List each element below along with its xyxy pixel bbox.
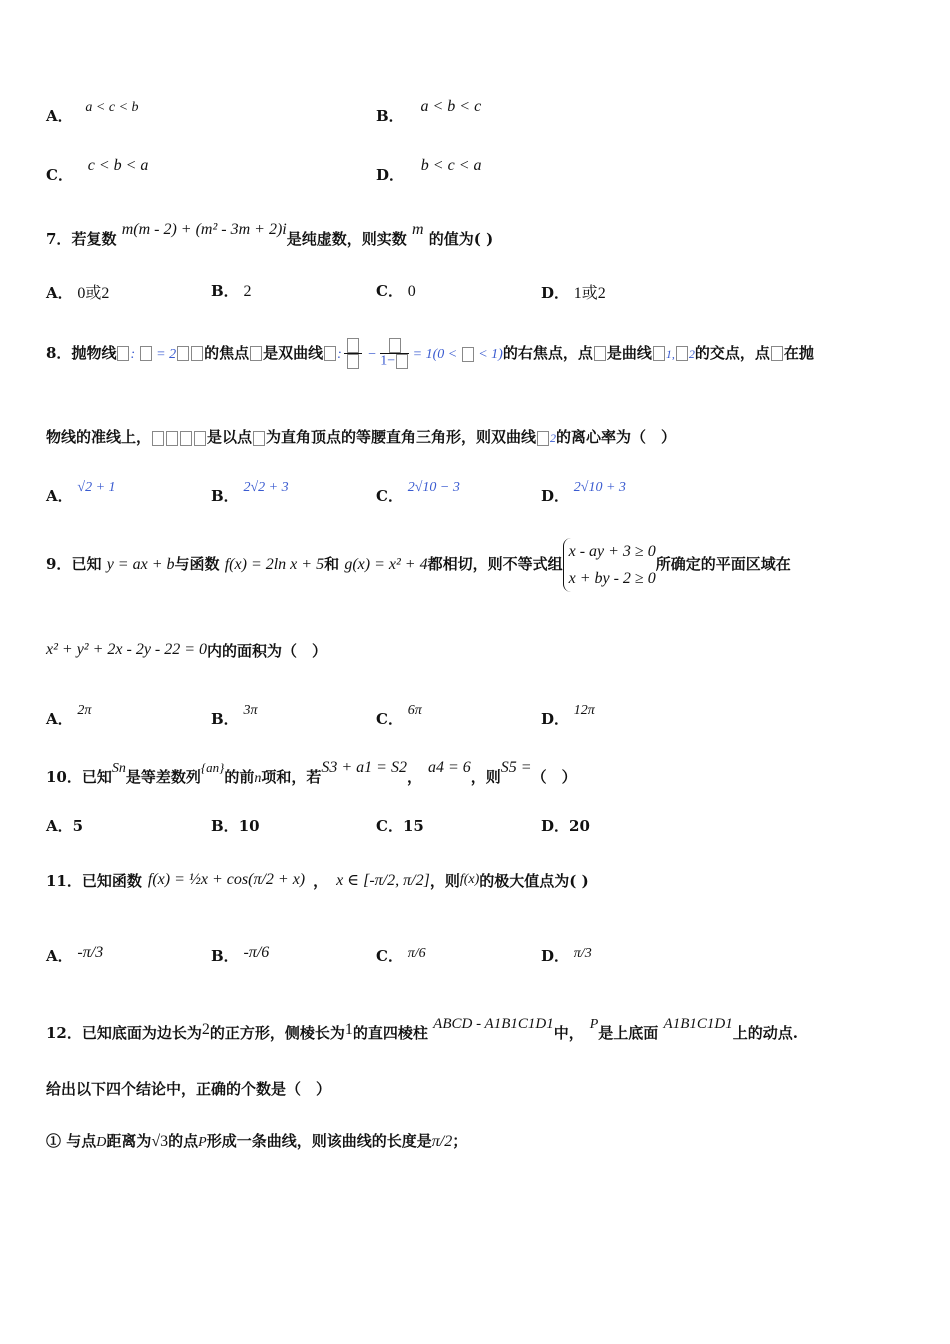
question-text: 是曲线 [606, 343, 652, 362]
option-value: π/3 [573, 946, 592, 961]
option-value: a < b < c [420, 98, 482, 115]
condition-1: S3 + a1 = S2 [321, 759, 407, 776]
missing-glyph-icon [653, 346, 665, 361]
q10-option-a [46, 815, 83, 836]
option-label: B． [211, 817, 239, 835]
q6-option-b [376, 98, 482, 126]
option-value: b < c < a [420, 157, 482, 174]
point-d: D [96, 1135, 107, 1150]
option-value: 2√2 + 3 [243, 480, 289, 495]
question-text: 的点 [168, 1132, 199, 1150]
edge-length: 1 [344, 1021, 353, 1038]
q11-option-a [46, 945, 103, 966]
option-label: A． [46, 817, 73, 835]
distance-value: √3 [151, 1133, 169, 1150]
function-f-x: f(x) [459, 872, 480, 887]
question-text: 的离心率为（ ） [556, 428, 677, 446]
question-text: 若复数 [71, 230, 117, 248]
option-value: 10 [238, 817, 260, 835]
option-label: A． [46, 487, 73, 505]
question-9-line-2 [46, 640, 920, 661]
option-label: A． [46, 107, 73, 125]
question-number: 7． [46, 230, 72, 248]
missing-glyph-icon [537, 431, 549, 446]
option-label: B． [211, 947, 239, 965]
question-text: 的极大值点为( ) [479, 871, 589, 890]
missing-glyph-icon [250, 346, 262, 361]
question-9 [46, 538, 920, 592]
q8-option-b [211, 480, 289, 506]
missing-glyph-icon [180, 431, 192, 446]
q9-option-c [376, 703, 422, 729]
missing-glyph-icon [324, 346, 336, 361]
option-label: B． [376, 107, 404, 125]
q8-option-c [376, 480, 460, 506]
question-text: 的值为( ) [428, 230, 494, 248]
question-text: 距离为 [106, 1132, 152, 1150]
question-text: 的直四棱柱 [352, 1024, 428, 1042]
question-text: 已知函数 [81, 871, 142, 890]
option-value: 15 [402, 817, 424, 835]
option-label: C． [46, 166, 73, 184]
q10-option-d [541, 815, 590, 836]
point-p: P [589, 1017, 599, 1032]
q11-option-c [376, 945, 426, 966]
question-8-line-2: 物线的准线上， 是以点 为直角顶点的等腰直角三角形，则双曲线 2的离心率为（ ） [46, 428, 677, 446]
option-label: A． [46, 284, 73, 302]
option-value: π/6 [407, 946, 426, 961]
circle-equation: x² + y² + 2x - 2y - 22 = 0 [46, 641, 208, 658]
option-value: 2 [243, 283, 252, 300]
question-text: 所确定的平面区域在 [655, 555, 791, 574]
q10-option-b [211, 815, 260, 836]
question-number: 9． [46, 555, 72, 574]
missing-glyph-icon [771, 346, 783, 361]
missing-glyph-icon [676, 346, 688, 361]
missing-glyph-icon [194, 431, 206, 446]
function-g: g(x) = x² + 4 [344, 556, 428, 574]
q8-option-d [541, 480, 626, 506]
option-value: 2√10 − 3 [407, 480, 460, 495]
domain-interval: x ∈ [-π/2, π/2] [336, 872, 430, 889]
question-text: 是等差数列 [125, 768, 201, 786]
inequality-system [563, 538, 656, 592]
question-number: 10． [46, 768, 82, 786]
question-text: ，则 [470, 768, 501, 786]
hyperbola-fraction-1 [344, 338, 362, 370]
question-text: ，则 [429, 871, 460, 890]
question-text: 的交点，点 [694, 343, 770, 362]
option-value: -π/6 [243, 944, 270, 961]
question-text: 是上底面 [598, 1024, 659, 1042]
q9-option-d [541, 703, 595, 729]
hyperbola-fraction-2: 1− [380, 338, 409, 370]
question-12 [46, 1016, 920, 1043]
option-label: B． [211, 282, 239, 300]
option-label: C． [376, 710, 403, 728]
question-text: 给出以下四个结论中，正确的个数是（ ） [46, 1080, 332, 1098]
option-label: C． [376, 947, 403, 965]
question-number: 12． [46, 1024, 82, 1042]
missing-glyph-icon [191, 346, 203, 361]
prism-name: ABCD - A1B1C1D1 [433, 1016, 554, 1032]
option-label: C． [376, 817, 403, 835]
question-text: 在抛 [783, 343, 814, 362]
function-definition: f(x) = ½x + cos(π/2 + x) [147, 871, 306, 888]
complex-expression: m(m - 2) + (m² - 3m + 2)i [121, 221, 287, 238]
point-p: P [198, 1135, 207, 1150]
option-label: D． [541, 487, 570, 505]
option-value: 6π [407, 703, 422, 718]
option-value: 0或2 [77, 285, 110, 302]
condition-2: a4 = 6 [427, 759, 471, 776]
q8-option-a [46, 480, 116, 506]
q9-option-b [211, 703, 258, 729]
question-text: 的正方形，侧棱长为 [209, 1024, 345, 1042]
missing-glyph-icon [152, 431, 164, 446]
option-value: √2 + 1 [77, 480, 116, 495]
question-text: 是以点 [207, 428, 253, 446]
question-number: 11． [46, 871, 82, 890]
question-text: 的右焦点，点 [502, 343, 593, 362]
question-text: 是纯虚数，则实数 [286, 230, 407, 248]
sequence-a-n: {an} [200, 760, 225, 775]
line-equation: y = ax + b [106, 556, 175, 574]
option-label: B． [211, 487, 239, 505]
question-text: 形成一条曲线，则该曲线的长度是 [206, 1132, 432, 1150]
target-s5: S5 = [500, 759, 532, 776]
option-label: B． [211, 710, 239, 728]
option-value: c < b < a [87, 157, 149, 174]
q11-option-b [211, 945, 269, 966]
variable-m: m [411, 221, 424, 238]
q7-option-c [376, 280, 416, 301]
option-label: D． [541, 817, 570, 835]
curve-length: π/2 [431, 1133, 453, 1150]
question-text: 抛物线 [71, 343, 117, 362]
option-value: 2π [77, 703, 92, 718]
inequality-2: x + by - 2 ≥ 0 [568, 570, 656, 588]
question-text: 的前 [224, 768, 255, 786]
option-label: D． [541, 284, 570, 302]
question-text: ； [452, 1132, 468, 1150]
option-value: 0 [407, 283, 416, 300]
question-text: 都相切，则不等式组 [427, 555, 563, 574]
option-value: 5 [72, 817, 84, 835]
question-7 [46, 221, 920, 249]
option-value: 3π [243, 703, 258, 718]
question-text: 已知 [81, 768, 112, 786]
question-12-line-2 [46, 1078, 920, 1099]
question-number: 8． [46, 343, 72, 362]
question-text: 和 [324, 555, 340, 574]
q6-option-d [376, 157, 482, 185]
question-text: 物线的准线上， [46, 428, 152, 446]
question-text: 项和，若 [261, 768, 322, 786]
question-text: 已知 [71, 555, 102, 574]
question-text: 的焦点 [204, 343, 250, 362]
option-value: 2√10 + 3 [573, 480, 626, 495]
option-value: a < c < b [85, 100, 139, 115]
function-f: f(x) = 2ln x + 5 [224, 556, 325, 574]
q6-option-a [46, 100, 139, 126]
question-text: 为直角顶点的等腰直角三角形，则双曲线 [266, 428, 537, 446]
q6-option-c [46, 157, 149, 185]
q9-option-a [46, 703, 92, 729]
question-10: 10．已知Sn是等差数列{an}的前n项和，若S3 + a1 = S2，a4 = 6，则S5 =（ ） [46, 759, 577, 786]
missing-glyph-icon [177, 346, 189, 361]
q7-option-d [541, 280, 606, 303]
question-text: 已知底面为边长为 [81, 1024, 202, 1042]
missing-glyph-icon [117, 346, 129, 361]
option-label: D． [541, 710, 570, 728]
q7-option-a [46, 280, 109, 303]
question-12-conclusion-1 [46, 1130, 920, 1151]
option-label: A． [46, 947, 73, 965]
missing-glyph-icon [166, 431, 178, 446]
option-value: -π/3 [77, 944, 104, 961]
q7-option-b [211, 280, 251, 301]
question-text: 是双曲线 [263, 343, 324, 362]
option-label: C． [376, 282, 403, 300]
sum-s-n: Sn [111, 761, 126, 776]
option-value: 1或2 [573, 285, 606, 302]
missing-glyph-icon [594, 346, 606, 361]
question-text: 中， [553, 1024, 584, 1042]
side-length: 2 [201, 1021, 210, 1038]
question-text: ① 与点 [46, 1132, 97, 1150]
q11-option-d [541, 945, 592, 966]
question-text: 与函数 [174, 555, 220, 574]
option-label: D． [376, 166, 405, 184]
question-8: 8．抛物线 : = 2 的焦点 是双曲线 : − 1− = 1(0 < < 1)的右焦点，点 是曲线 1, 2的交点，点 在抛 [46, 338, 920, 370]
variable-n: n [254, 771, 262, 786]
option-value: 12π [573, 703, 595, 718]
question-text: （ ） [531, 768, 577, 786]
question-11: 11． 已知函数 f(x) = ½x + cos(π/2 + x) ， x ∈ [-π/2, π/2] ，则 f(x) 的极大值点为( ) [46, 871, 589, 890]
question-text: 上的动点. [732, 1024, 798, 1042]
option-label: C． [376, 487, 403, 505]
q10-option-c [376, 815, 424, 836]
missing-glyph-icon [140, 346, 152, 361]
option-label: D． [541, 947, 570, 965]
question-text: 内的面积为（ ） [207, 642, 328, 660]
top-face: A1B1C1D1 [663, 1016, 733, 1032]
missing-glyph-icon [253, 431, 265, 446]
inequality-1: x - ay + 3 ≥ 0 [568, 543, 656, 560]
option-value: 20 [569, 817, 590, 835]
option-label: A． [46, 710, 73, 728]
